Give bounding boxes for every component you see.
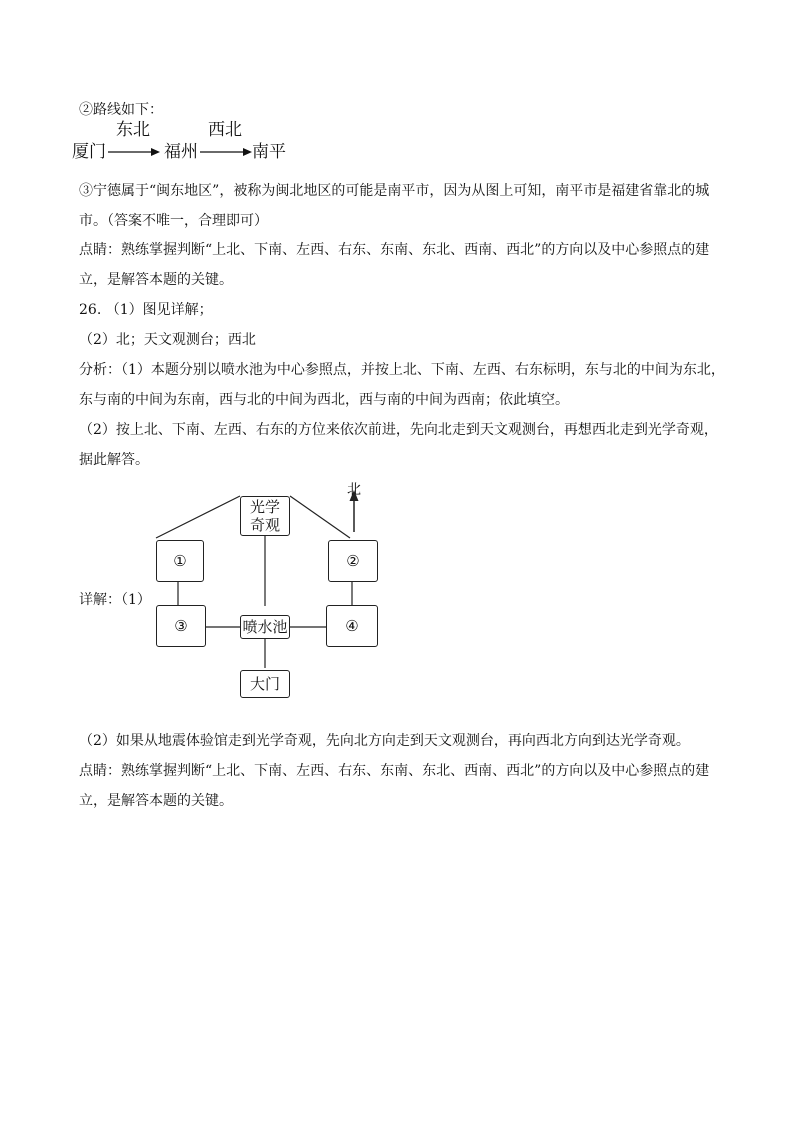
box-1: ① [156,540,204,582]
route-direction-1: 东北 [116,120,150,140]
answer-3-line-2: 市。（答案不唯一，合理即可） [79,213,268,229]
tip-1-line-1: 点睛：熟练掌握判断“上北、下南、左西、右东、东南、东北、西南、西北”的方向以及中心参照点的建 [79,242,710,258]
route-end: 南平 [252,142,286,162]
box-gate: 大门 [240,670,290,698]
route-heading: ②路线如下： [79,102,163,118]
box-2: ② [328,540,378,582]
route-mid: 福州 [164,142,198,162]
question-26-line-2: （2）北；天文观测台；西北 [79,332,256,348]
optical-wonder-line-2: 奇观 [249,516,280,534]
question-26-line-1: 26. （1）图见详解； [79,302,213,318]
direction-diagram [150,478,390,710]
detail-label: 详解：（1） [79,592,151,608]
analysis-line-3: （2）按上北、下南、左西、右东的方位来依次前进，先向北走到天文观测台，再想西北走到光学奇观， [79,422,718,438]
analysis-line-4: 据此解答。 [79,452,149,468]
optical-wonder-line-1: 光学 [249,498,280,516]
route-direction-2: 西北 [208,120,242,140]
box-4: ④ [326,605,378,647]
analysis-line-1: 分析：（1）本题分别以喷水池为中心参照点，并按上北、下南、左西、右东标明，东与北的中间为东北， [79,362,725,378]
box-fountain: 喷水池 [240,615,290,639]
route-arrows [72,118,392,166]
answer-3-line-1: ③宁德属于“闽东地区”，被称为闽北地区的可能是南平市，因为从图上可知，南平市是福建省靠北的城 [79,183,710,199]
box-optical-wonder [240,496,290,536]
tip-2-line-2: 立，是解答本题的关键。 [79,793,233,809]
analysis-line-2: 东与南的中间为东南，西与北的中间为西北，西与南的中间为西南；依此填空。 [79,392,569,408]
detail-line-2: （2）如果从地震体验馆走到光学奇观，先向北方向走到天文观测台，再向西北方向到达光学奇观。 [79,733,690,749]
box-3: ③ [156,605,206,647]
tip-1-line-2: 立，是解答本题的关键。 [79,272,233,288]
route-start: 厦门 [72,142,106,162]
tip-2-line-1: 点睛：熟练掌握判断“上北、下南、左西、右东、东南、东北、西南、西北”的方向以及中心参照点的建 [79,763,710,779]
north-label: 北 [347,482,361,498]
route-diagram [72,118,392,166]
